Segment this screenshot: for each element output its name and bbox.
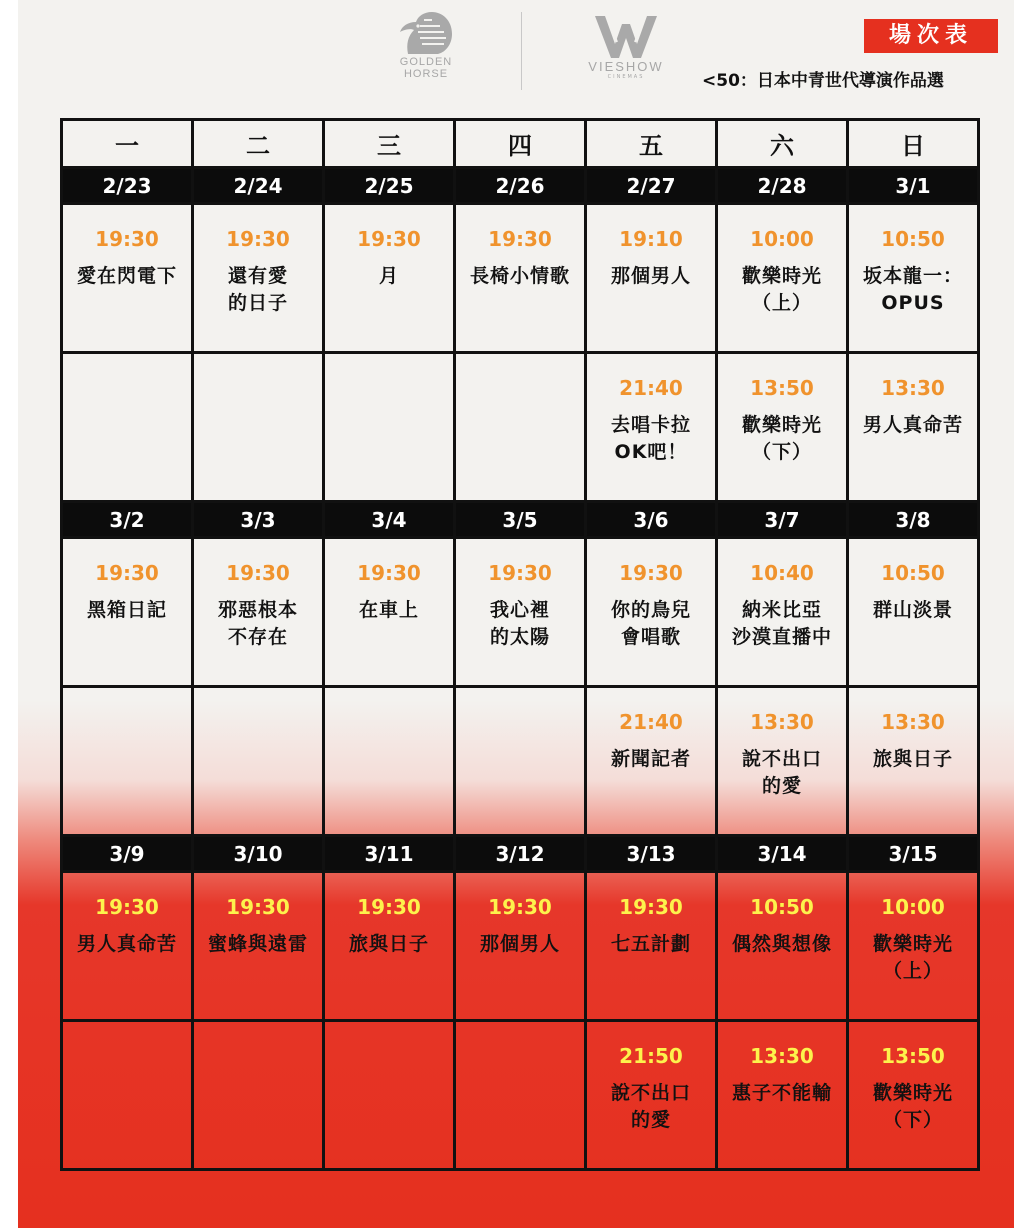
screening-cell <box>848 1021 979 1170</box>
screening-time: 10:50 <box>881 561 945 585</box>
screening-cell <box>586 687 717 836</box>
screening-cell <box>455 687 586 836</box>
screening-cell <box>193 353 324 502</box>
screening-cell <box>193 1021 324 1170</box>
screening-time: 10:00 <box>750 227 814 251</box>
film-title: 還有愛 的日子 <box>227 265 288 314</box>
screening-time: 10:50 <box>881 227 945 251</box>
screening-time: 10:00 <box>881 895 945 919</box>
film-title: 男人真命苦 <box>862 414 963 436</box>
film-title: 你的鳥兒 會唱歌 <box>610 599 691 648</box>
screening-cell <box>193 538 324 687</box>
screening-cell <box>455 1021 586 1170</box>
screening-time: 19:30 <box>357 227 421 251</box>
date-cell: 3/11 <box>324 836 455 872</box>
screening-time: 19:30 <box>357 895 421 919</box>
date-cell: 3/8 <box>848 502 979 538</box>
screening-cell <box>717 204 848 353</box>
program-title: <50：日本中青世代導演作品選 <box>702 71 944 91</box>
date-cell: 2/25 <box>324 168 455 204</box>
screening-time: 19:30 <box>488 227 552 251</box>
screening-time: 19:30 <box>226 561 290 585</box>
golden-horse-line1: GOLDEN <box>399 56 453 68</box>
screening-time: 19:30 <box>357 561 421 585</box>
vieshow-w-icon <box>593 14 659 60</box>
screening-cell <box>62 1021 193 1170</box>
date-row <box>62 168 979 204</box>
screening-time: 10:40 <box>750 561 814 585</box>
film-title: 那個男人 <box>610 265 691 287</box>
date-cell: 3/3 <box>193 502 324 538</box>
weekday-row <box>62 120 979 168</box>
film-title: 歡樂時光 （下） <box>872 1082 953 1131</box>
date-cell: 3/10 <box>193 836 324 872</box>
date-cell: 3/7 <box>717 502 848 538</box>
screening-cell <box>586 1021 717 1170</box>
film-title: 歡樂時光 （上） <box>872 933 953 982</box>
screening-time: 13:30 <box>750 710 814 734</box>
screening-cell <box>324 353 455 502</box>
date-cell: 3/12 <box>455 836 586 872</box>
film-title: 坂本龍一： OPUS <box>862 265 963 314</box>
screening-row <box>62 872 979 1021</box>
screening-cell <box>62 872 193 1021</box>
screening-time: 21:50 <box>619 1044 683 1068</box>
screening-cell <box>586 872 717 1021</box>
film-title: 說不出口 的愛 <box>610 1082 691 1131</box>
screening-cell <box>193 872 324 1021</box>
screening-cell <box>193 687 324 836</box>
screening-time: 19:30 <box>95 227 159 251</box>
film-title: 去唱卡拉 OK吧！ <box>610 414 691 463</box>
horse-head-icon <box>394 10 458 56</box>
screening-cell <box>455 538 586 687</box>
film-title: 群山淡景 <box>872 599 953 621</box>
screening-cell <box>324 204 455 353</box>
screening-time: 13:50 <box>750 376 814 400</box>
date-cell: 3/5 <box>455 502 586 538</box>
film-title: 歡樂時光 （上） <box>741 265 822 314</box>
screening-cell <box>324 872 455 1021</box>
screening-time: 21:40 <box>619 376 683 400</box>
screening-time: 13:30 <box>750 1044 814 1068</box>
screening-cell <box>848 687 979 836</box>
weekday-fri: 五 <box>586 120 717 168</box>
screening-cell <box>62 687 193 836</box>
screening-cell <box>717 353 848 502</box>
date-cell: 3/13 <box>586 836 717 872</box>
date-cell: 3/9 <box>62 836 193 872</box>
screening-cell <box>717 687 848 836</box>
film-title: 說不出口 的愛 <box>741 748 822 797</box>
film-title: 男人真命苦 <box>76 933 177 955</box>
date-cell: 2/23 <box>62 168 193 204</box>
date-cell: 2/27 <box>586 168 717 204</box>
film-title: 黑箱日記 <box>86 599 167 621</box>
logo-divider <box>521 12 522 90</box>
screening-cell <box>717 872 848 1021</box>
date-cell: 3/14 <box>717 836 848 872</box>
screening-time: 19:30 <box>488 895 552 919</box>
screening-cell <box>324 1021 455 1170</box>
film-title: 邪惡根本 不存在 <box>217 599 298 648</box>
header <box>0 0 1032 110</box>
weekday-tue: 二 <box>193 120 324 168</box>
schedule-badge: 場次表 <box>864 19 998 53</box>
schedule-table <box>60 118 980 1171</box>
film-title: 月 <box>378 265 399 287</box>
weekday-mon: 一 <box>62 120 193 168</box>
screening-cell <box>848 872 979 1021</box>
screening-time: 19:30 <box>619 895 683 919</box>
date-cell: 3/15 <box>848 836 979 872</box>
weekday-sun: 日 <box>848 120 979 168</box>
date-cell: 3/2 <box>62 502 193 538</box>
screening-cell <box>848 538 979 687</box>
film-title: 在車上 <box>358 599 419 621</box>
date-cell: 2/24 <box>193 168 324 204</box>
film-title: 納米比亞 沙漠直播中 <box>731 599 832 648</box>
screening-time: 19:30 <box>488 561 552 585</box>
screening-time: 19:30 <box>95 895 159 919</box>
date-cell: 2/26 <box>455 168 586 204</box>
film-title: 七五計劃 <box>610 933 691 955</box>
film-title: 愛在閃電下 <box>76 265 177 287</box>
golden-horse-logo <box>380 10 472 80</box>
screening-time: 13:30 <box>881 376 945 400</box>
screening-cell <box>717 1021 848 1170</box>
screening-row <box>62 1021 979 1170</box>
screening-cell <box>848 204 979 353</box>
weekday-wed: 三 <box>324 120 455 168</box>
date-cell: 3/6 <box>586 502 717 538</box>
screening-row <box>62 538 979 687</box>
film-title: 我心裡 的太陽 <box>489 599 550 648</box>
screening-row <box>62 687 979 836</box>
golden-horse-line2: HORSE <box>403 68 449 80</box>
screening-cell <box>324 538 455 687</box>
film-title: 旅與日子 <box>872 748 953 770</box>
screening-time: 19:30 <box>226 227 290 251</box>
screening-time: 19:30 <box>619 561 683 585</box>
screening-time: 10:50 <box>750 895 814 919</box>
screening-time: 13:50 <box>881 1044 945 1068</box>
screening-cell <box>62 204 193 353</box>
film-title: 惠子不能輸 <box>731 1082 832 1104</box>
vieshow-name: VIESHOW <box>588 59 664 74</box>
screening-time: 21:40 <box>619 710 683 734</box>
film-title: 那個男人 <box>479 933 560 955</box>
screening-time: 13:30 <box>881 710 945 734</box>
screening-time: 19:30 <box>226 895 290 919</box>
screening-time: 19:30 <box>95 561 159 585</box>
screening-cell <box>62 538 193 687</box>
screening-row <box>62 353 979 502</box>
screening-cell <box>455 872 586 1021</box>
date-cell: 3/1 <box>848 168 979 204</box>
film-title: 蜜蜂與遠雷 <box>207 933 308 955</box>
screening-time: 19:10 <box>619 227 683 251</box>
vieshow-logo <box>578 14 674 80</box>
screening-cell <box>848 353 979 502</box>
film-title: 偶然與想像 <box>731 933 832 955</box>
screening-cell <box>193 204 324 353</box>
screening-row <box>62 204 979 353</box>
vieshow-sub: CINEMAS <box>607 74 645 80</box>
date-row <box>62 836 979 872</box>
screening-cell <box>586 538 717 687</box>
film-title: 新聞記者 <box>610 748 691 770</box>
weekday-thu: 四 <box>455 120 586 168</box>
screening-cell <box>455 204 586 353</box>
screening-cell <box>324 687 455 836</box>
date-row <box>62 502 979 538</box>
screening-cell <box>455 353 586 502</box>
screening-cell <box>717 538 848 687</box>
screening-cell <box>586 353 717 502</box>
date-cell: 2/28 <box>717 168 848 204</box>
film-title: 旅與日子 <box>348 933 429 955</box>
film-title: 歡樂時光 （下） <box>741 414 822 463</box>
film-title: 長椅小情歌 <box>469 265 570 287</box>
weekday-sat: 六 <box>717 120 848 168</box>
screening-cell <box>586 204 717 353</box>
date-cell: 3/4 <box>324 502 455 538</box>
screening-cell <box>62 353 193 502</box>
